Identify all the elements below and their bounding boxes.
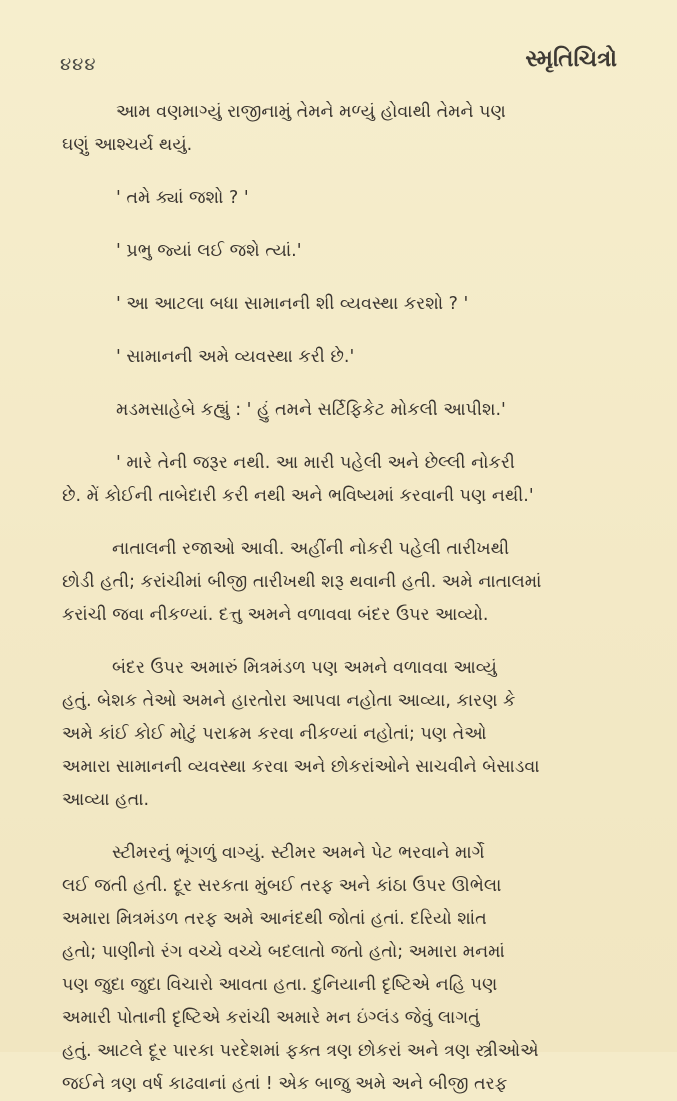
text-line: સ્ટીમરનું ભૂંગળું વાગ્યું. સ્ટીમર અમને પેટ ભરવાને માર્ગે — [112, 843, 485, 863]
text-line: બંદર ઉપર અમારું મિત્રમંડળ પણ અમને વળાવવા આવ્યું — [112, 658, 497, 678]
text-line: નાતાલની રજાઓ આવી. અહીંની નોકરી પહેલી તારીખથી — [112, 539, 510, 559]
text-line: કરાંચી જવા નીકળ્યાં. દત્તુ અમને વળાવવા બંદર ઉપર આવ્યો. — [62, 605, 489, 625]
text-line: અમારા મિત્રમંડળ તરફ અમે આનંદથી જોતાં હતાં. દરિયો શાંત — [62, 909, 487, 929]
dialogue-line: ' સામાનની અમે વ્યવસ્થા કરી છે.' — [116, 347, 355, 367]
page-number: ૪૪૪ — [60, 54, 97, 75]
text-line: હતું. બેશક તેઓ અમને હારતોરા આપવા નહોતા આવ્યા, કારણ કે — [62, 691, 516, 711]
text-line: અમારા સામાનની વ્યવસ્થા કરવા અને છોકરાંઓને સાચવીને બેસાડવા — [62, 757, 540, 777]
text-line: અમારી પોતાની દૃષ્ટિએ કરાંચી અમારે મન ઇંગ્લંડ જેવું લાગતું — [62, 1008, 480, 1028]
text-line: આમ વણમાગ્યું રાજીનામું તેમને મળ્યું હોવાથી તેમને પણ — [116, 102, 506, 122]
text-line: હતું. આટલે દૂર પારકા પરદેશમાં ફક્ત ત્રણ છોકરાં અને ત્રણ સ્ત્રીઓએ — [62, 1041, 539, 1061]
text-line: લઈ જતી હતી. દૂર સરકતા મુંબઈ તરફ અને કાંઠા ઉપર ઊભેલા — [62, 876, 502, 896]
text-line: હતો; પાણીનો રંગ વચ્ચે વચ્ચે બદલાતો જતો હતો; અમારા મનમાં — [62, 942, 505, 962]
text-line: આવ્યા હતા. — [62, 790, 150, 810]
text-line: છે. મેં કોઈની તાબેદારી કરી નથી અને ભવિષ્યમાં કરવાની પણ નથી.' — [62, 486, 534, 506]
page-body — [62, 96, 618, 1101]
running-title: સ્મૃતિચિત્રો — [525, 46, 617, 72]
text-line: છોડી હતી; કરાંચીમાં બીજી તારીખથી શરૂ થવાની હતી. અમે નાતાલમાં — [62, 572, 542, 592]
dialogue-line: ' તમે ક્યાં જશો ? ' — [116, 188, 249, 208]
page-header — [60, 42, 617, 82]
dialogue-line: ' પ્રભુ જ્યાં લઈ જશે ત્યાં.' — [116, 241, 302, 261]
text-line: અમે કાંઈ કોઈ મોટું પરાક્રમ કરવા નીકળ્યાં નહોતાં; પણ તેઓ — [62, 724, 487, 744]
dialogue-line: મડમસાહેબે કહ્યું : ' હું તમને સર્ટિફિકેટ મોકલી આપીશ.' — [116, 400, 506, 420]
dialogue-line: ' આ આટલા બધા સામાનની શી વ્યવસ્થા કરશો ? ' — [116, 294, 469, 314]
text-line: જઈને ત્રણ વર્ષ કાઢવાનાં હતાં ! એક બાજુ અમે અને બીજી તરફ — [62, 1074, 508, 1094]
text-line: ' મારે તેની જરૂર નથી. આ મારી પહેલી અને છેલ્લી નોકરી — [116, 453, 515, 473]
text-line: ઘણું આશ્ચર્ય થયું. — [62, 135, 193, 155]
text-line: પણ જુદા જુદા વિચારો આવતા હતા. દુનિયાની દૃષ્ટિએ નહિ પણ — [62, 975, 498, 995]
